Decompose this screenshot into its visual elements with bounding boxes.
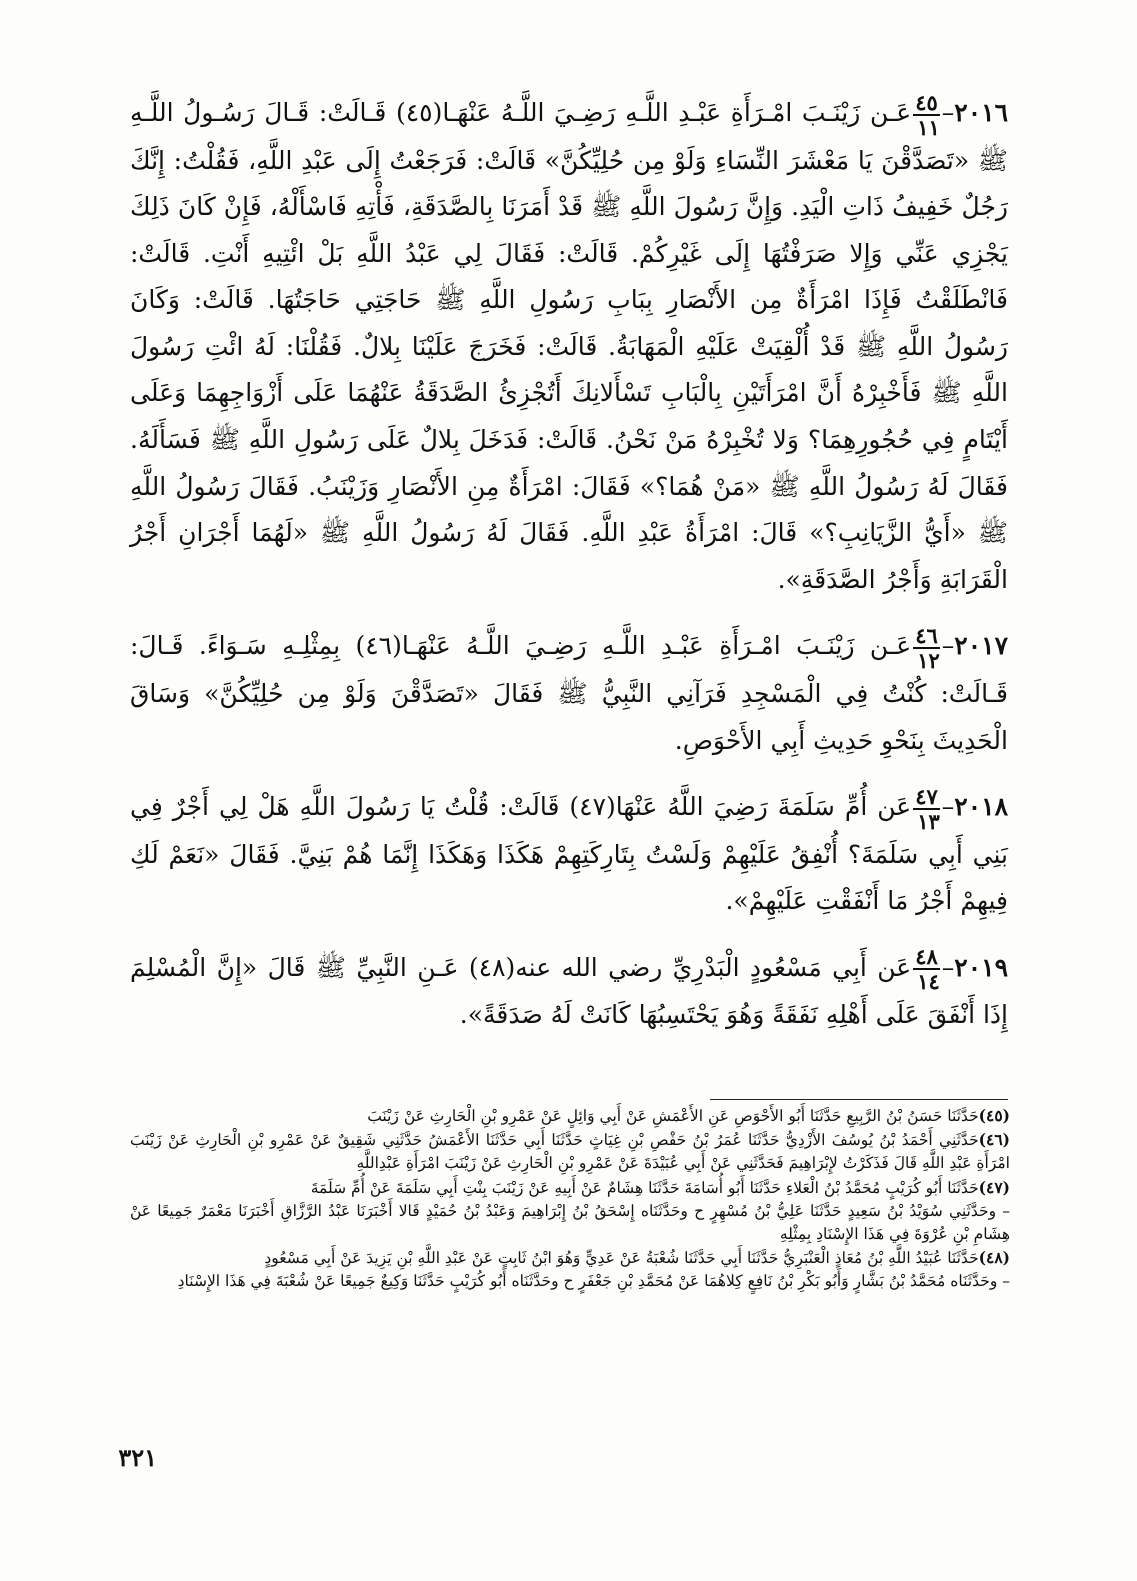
hadith-dash: – xyxy=(941,952,955,982)
footnote-ref: (٤٥) xyxy=(978,1106,1010,1125)
hadith-dash: – xyxy=(941,792,955,822)
page-number: ٣٢١ xyxy=(118,1443,157,1472)
hadith-2019 xyxy=(130,945,1008,1039)
hadith-text: عَن أَبِي مَسْعُودٍ الْبَدْرِيِّ رضي الله عنه(٤٨) عَـنِ النَّبِيِّ ﷺ قَالَ «إِنَّ الْمُسْلِمَ إِذَا أَنْفَقَ عَلَى أَهْلِهِ نَفَقَةً وَهُوَ يَحْتَسِبُهَا كَانَتْ لَهُ صَدَقَةً». xyxy=(130,952,1008,1030)
fraction-bottom: ١٢ xyxy=(917,647,940,673)
footnote-line: – وحَدَّثَنِي سُوَيْدُ بْنُ سَعِيدٍ حَدَّثَنَا عَلِيُّ بْنُ مُسْهِرٍ ح وحَدَّثَنَاه إِسْحَقُ بْنُ إِبْرَاهِيمَ وَعَبْدُ بْنُ حُمَيْدٍ قَالا أَخْبَرَنَا عَبْدُ الرَّزَّاقِ أَخْبَرَنَا مَعْمَرٌ جَمِيعًا عَنْ هِشَامِ بْنِ عُرْوَةَ فِي هَذَا الإِسْنَادِ بِمِثْلِهِ xyxy=(130,1201,1010,1244)
footnote-47-continuation xyxy=(130,1200,1010,1246)
fraction-bottom: ١١ xyxy=(917,114,940,140)
footnote-ref: (٤٧) xyxy=(978,1177,1010,1197)
footnote-separator xyxy=(710,1099,1008,1100)
hadith-dash: – xyxy=(941,631,955,661)
hadith-fraction xyxy=(913,783,940,834)
fraction-top: ٤٦ xyxy=(915,622,938,648)
hadith-number: ٢٠١٧ xyxy=(954,631,1008,661)
hadith-2017 xyxy=(130,623,1008,764)
hadith-2018 xyxy=(130,784,1008,925)
footnote-line: حَدَّثَنَا حَسَنُ بْنُ الرَّبِيعِ حَدَّثَنَا أَبُو الأَحْوَصِ عَنِ الأَعْمَشِ عَنْ أَبِي وَائِلٍ عَنْ عَمْرِو بْنِ الْحَارِثِ عَنْ زَيْنَبَ xyxy=(367,1107,979,1125)
footnote-ref: (٤٦) xyxy=(978,1130,1010,1150)
footnote-47 xyxy=(130,1176,1010,1200)
hadith-dash: – xyxy=(941,98,955,127)
hadith-fraction xyxy=(913,89,940,140)
footnote-48 xyxy=(130,1246,1010,1270)
fraction-top: ٤٨ xyxy=(915,944,938,970)
main-text xyxy=(130,90,1008,1059)
footnote-line: حَدَّثَنَا أَبُو كُرَيْبٍ مُحَمَّدُ بْنُ الْعَلاءِ حَدَّثَنَا أَبُو أُسَامَةَ حَدَّثَنَا هِشَامٌ عَنْ أَبِيهِ عَنْ زَيْنَبَ بِنْتِ أَبِي سَلَمَةَ عَنْ أُمِّ سَلَمَةَ xyxy=(310,1178,979,1197)
hadith-text: عَـن زَيْنَـبَ امْـرَأَةِ عَبْـدِ اللَّـهِ رَضِـيَ اللَّـهُ عَنْهَـا(٤٦) بِمِثْلِـهِ سَـوَاءً. قَـالَ: قَـالَتْ: كُنْتُ فِي الْمَسْجِدِ فَرَآنِي النَّبِيُّ ﷺ فَقَالَ «تَصَدَّقْنَ وَلَوْ مِن حُلِيِّكُنَّ» وَسَاقَ الْحَدِيثَ بِنَحْوِ حَدِيثِ أَبِي الأَحْوَصِ. xyxy=(130,631,1008,755)
footnotes xyxy=(130,1104,1010,1294)
footnote-line: – وحَدَّثَنَاه مُحَمَّدُ بْنُ بَشَّارٍ وَأَبُو بَكْرِ بْنُ نَافِعٍ كِلاهُمَا عَنْ مُحَمَّدِ بْنِ جَعْفَرٍ ح وحَدَّثَنَاه أَبُو كُرَيْبٍ حَدَّثَنَا وَكِيعٌ جَمِيعًا عَنْ شُعْبَةَ فِي هَذَا الإِسْنَادِ xyxy=(177,1272,1010,1291)
hadith-text: عَـن زَيْنَـبَ امْـرَأَةِ عَبْـدِ اللَّـهِ رَضِـيَ اللَّـهُ عَنْهَـا(٤٥) قَـالَتْ: قَـالَ رَسُـولُ اللَّـهِ ﷺ «تَصَدَّقْنَ يَا مَعْشَرَ النِّسَاءِ وَلَوْ مِن حُلِيِّكُنَّ» قَالَتْ: فَرَجَعْتُ إِلَى عَبْدِ اللَّهِ، فَقُلْتُ: إِنَّكَ رَجُلٌ خَفِيفُ ذَاتِ الْيَدِ. وَإِنَّ رَسُولَ اللَّهِ ﷺ قَدْ أَمَرَنَا بِالصَّدَقَةِ، فَأْتِهِ فَاسْأَلْهُ، فَإِنْ كَانَ ذَلِكَ يَجْزِي عَنِّي وَإِلا صَرَفْتُهَا إِلَى غَيْرِكُمْ. قَالَتْ: فَقَالَ لِي عَبْدُ اللَّهِ بَلْ ائْتِيهِ أَنْتِ. قَالَتْ: فَانْطَلَقْتُ فَإِذَا امْرَأَةٌ مِن الأَنْصَارِ بِبَابِ رَسُولِ اللَّهِ ﷺ حَاجَتِي حَاجَتُهَا. قَالَتْ: وَكَانَ رَسُولُ اللَّهِ ﷺ قَدْ أُلْقِيَتْ عَلَيْهِ الْمَهَابَةُ. قَالَتْ: فَخَرَجَ عَلَيْنَا بِلالٌ. فَقُلْنَا: لَهُ ائْتِ رَسُولَ اللَّهِ ﷺ فَأَخْبِرْهُ أَنَّ امْرَأَتَيْنِ بِالْبَابِ تَسْأَلانِكَ أَتُجْزِئُ الصَّدَقَةُ عَنْهُمَا عَلَى أَزْوَاجِهِمَا وَعَلَى أَيْتَامٍ فِي حُجُورِهِمَا؟ وَلا تُخْبِرْهُ مَنْ نَحْنُ. قَالَتْ: فَدَخَلَ بِلالٌ عَلَى رَسُولِ اللَّهِ ﷺ فَسَأَلَهُ. فَقَالَ لَهُ رَسُولُ اللَّهِ ﷺ «مَنْ هُمَا؟» فَقَالَ: امْرَأَةٌ مِنِ الأَنْصَارِ وَزَيْنَبُ. فَقَالَ رَسُولُ اللَّهِ ﷺ «أَيُّ الزَّيَانِبِ؟» قَالَ: امْرَأَةُ عَبْدِ اللَّهِ. فَقَالَ لَهُ رَسُولُ اللَّهِ ﷺ «لَهُمَا أَجْرَانِ أَجْرُ الْقَرَابَةِ وَأَجْرُ الصَّدَقَةِ». xyxy=(130,98,1008,594)
hadith-fraction xyxy=(913,622,940,673)
hadith-number: ٢٠١٨ xyxy=(954,792,1009,822)
footnote-48-continuation xyxy=(130,1270,1010,1293)
footnote-ref: (٤٨) xyxy=(978,1248,1010,1268)
fraction-top: ٤٧ xyxy=(915,783,938,809)
fraction-top: ٤٥ xyxy=(915,89,938,115)
hadith-fraction xyxy=(913,944,940,995)
hadith-text: عَن أُمِّ سَلَمَةَ رَضِيَ اللَّهُ عَنْهَا(٤٧) قَالَتْ: قُلْتُ يَا رَسُولَ اللَّهِ هَلْ لِي أَجْرٌ فِي بَنِي أَبِي سَلَمَةَ؟ أُنْفِقُ عَلَيْهِمْ وَلَسْتُ بِتَارِكَتِهِمْ هَكَذَا وَهَكَذَا إِنَّمَا هُمْ بَنِيَّ. فَقَالَ «نَعَمْ لَكِ فِيهِمْ أَجْرُ مَا أَنْفَقْتِ عَلَيْهِمْ». xyxy=(130,792,1008,916)
footnote-line: حَدَّثَنَا عُبَيْدُ اللَّهِ بْنُ مُعَاذٍ الْعَنْبَرِيُّ حَدَّثَنَا أَبِي حَدَّثَنَا شُعْبَةُ عَنْ عَدِيٍّ وَهُوَ ابْنُ ثَابِتٍ عَنْ عَبْدِ اللَّهِ بْنِ يَزِيدَ عَنْ أَبِي مَسْعُودٍ xyxy=(264,1249,979,1268)
fraction-bottom: ١٣ xyxy=(917,808,940,834)
footnote-45 xyxy=(130,1104,1010,1128)
hadith-number: ٢٠١٦ xyxy=(954,98,1009,127)
fraction-bottom: ١٤ xyxy=(917,969,940,995)
footnote-line: حَدَّثَنِي أَحْمَدُ بْنُ يُوسُفَ الأَزْدِيُّ حَدَّثَنَا عُمَرُ بْنُ حَفْصِ بْنِ غِيَاثٍ حَدَّثَنَا أَبِي حَدَّثَنَا الأَعْمَشُ حَدَّثَنِي شَقِيقٌ عَنْ عَمْرِو بْنِ الْحَارِثِ عَنْ زَيْنَبَ امْرَأَةِ عَبْدِ اللَّهِ قَالَ فَذَكَرْتُ لإِبْرَاهِيمَ فَحَدَّثَنِي عَنْ أَبِي عُبَيْدَةَ عَنْ عَمْرِو بْنِ الْحَارِثِ عَنْ زَيْنَبَ امْرَأَةِ عَبْدِاللَّهِ xyxy=(130,1131,1010,1173)
hadith-2016 xyxy=(130,90,1008,603)
hadith-number: ٢٠١٩ xyxy=(954,952,1008,982)
footnote-46 xyxy=(130,1128,1010,1175)
